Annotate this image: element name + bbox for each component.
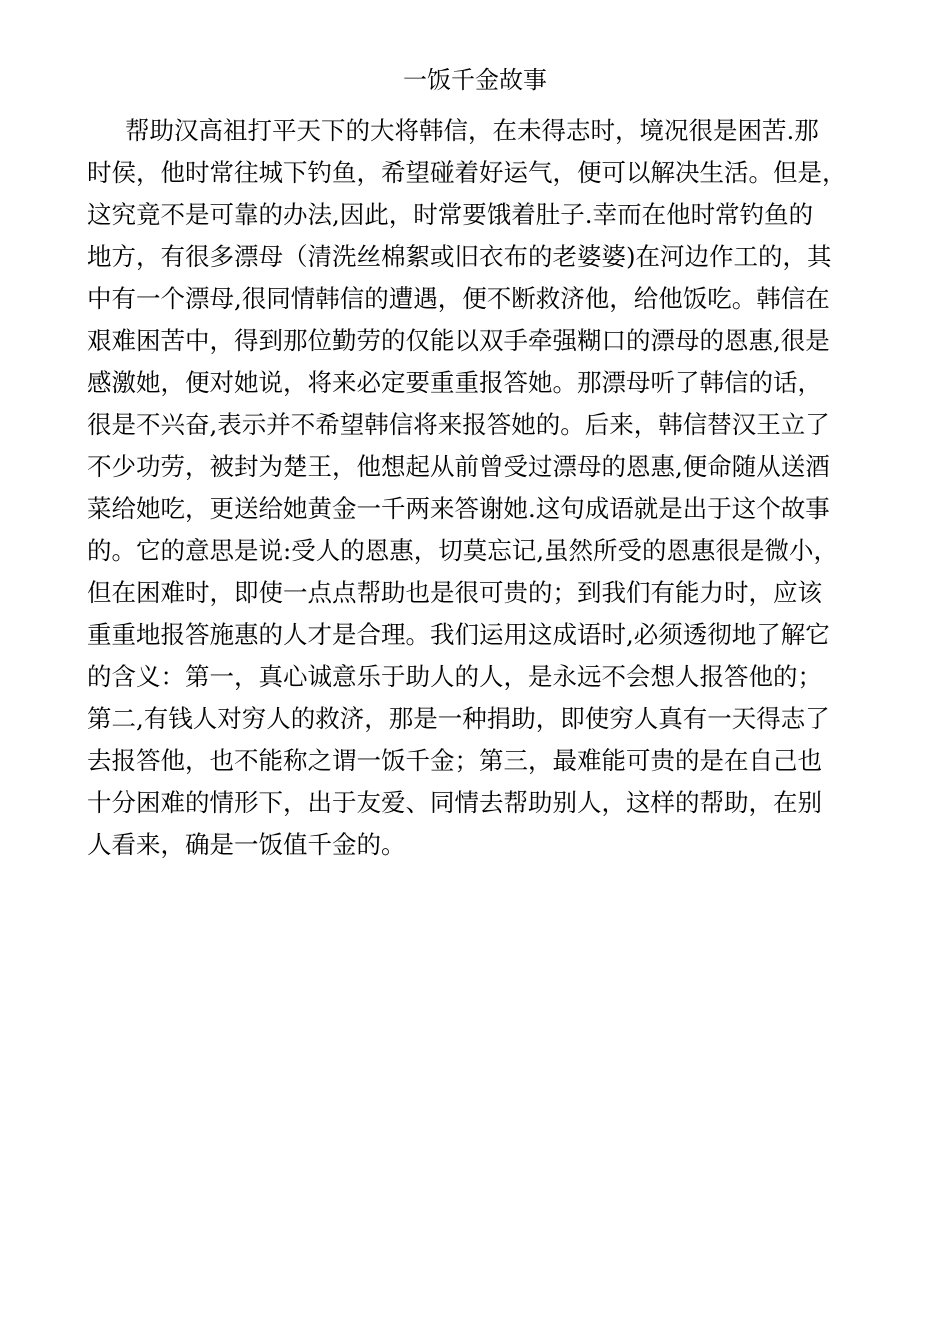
body-line: 十分困难的情形下，出于友爱、同情去帮助别人，这样的帮助，在别 (87, 788, 822, 817)
body-line: 重重地报答施惠的人才是合理。我们运用这成语时,必须透彻地了解它 (87, 620, 830, 649)
body-line: 第二,有钱人对穷人的救济，那是一种捐助，即使穷人真有一天得志了 (87, 704, 830, 733)
body-line: 不少功劳，被封为楚王，他想起从前曾受过漂母的恩惠,便命随从送酒 (87, 452, 830, 481)
body-line: 时侯，他时常往城下钓鱼，希望碰着好运气，便可以解决生活。但是， (87, 158, 847, 187)
body-line: 中有一个漂母,很同情韩信的遭遇，便不断救济他，给他饭吃。韩信在 (87, 284, 830, 313)
document-title: 一饭千金故事 (403, 66, 547, 94)
body-line: 很是不兴奋,表示并不希望韩信将来报答她的。后来，韩信替汉王立了 (87, 410, 830, 439)
body-line: 但在困难时，即使一点点帮助也是很可贵的；到我们有能力时，应该 (87, 578, 822, 607)
body-line: 菜给她吃，更送给她黄金一千两来答谢她.这句成语就是出于这个故事 (87, 494, 830, 523)
body-line: 帮助汉高祖打平天下的大将韩信，在未得志时，境况很是困苦.那 (125, 116, 819, 145)
body-line: 的含义：第一，真心诚意乐于助人的人，是永远不会想人报答他的； (87, 662, 822, 691)
body-line: 人看来，确是一饭值千金的。 (87, 830, 406, 859)
body-line: 的。它的意思是说:受人的恩惠，切莫忘记,虽然所受的恩惠很是微小， (87, 536, 839, 565)
body-line: 去报答他，也不能称之谓一饭千金；第三，最难能可贵的是在自己也 (87, 746, 822, 775)
body-line: 这究竟不是可靠的办法,因此，时常要饿着肚子.幸而在他时常钓鱼的 (87, 200, 814, 229)
body-line: 艰难困苦中，得到那位勤劳的仅能以双手牵强糊口的漂母的恩惠,很是 (87, 326, 830, 355)
body-line: 感激她，便对她说，将来必定要重重报答她。那漂母听了韩信的话， (87, 368, 822, 397)
document-body (87, 110, 865, 866)
body-line: 地方，有很多漂母（清洗丝棉絮或旧衣布的老婆婆)在河边作工的，其 (87, 242, 832, 271)
